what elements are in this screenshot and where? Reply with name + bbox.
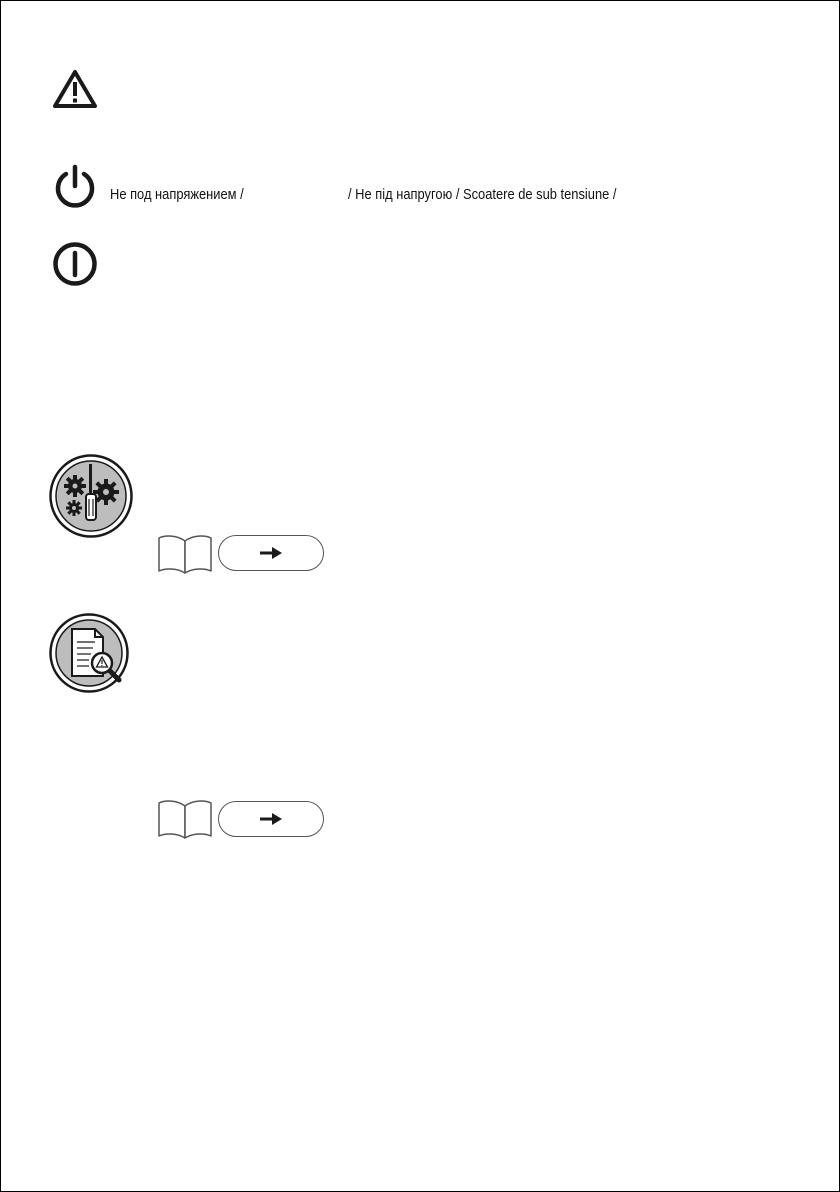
manual-reference-pill: [218, 801, 324, 837]
power-off-text-uk-ro: / Не під напругою / Scoatere de sub tensiune /: [348, 186, 617, 203]
open-book-icon: [157, 533, 213, 575]
power-off-text-ru: Не под напряжением /: [110, 186, 244, 203]
warning-triangle-icon: [52, 69, 98, 109]
power-on-icon: [52, 241, 98, 287]
document-inspection-icon: [45, 612, 133, 694]
arrow-right-icon: [260, 547, 282, 559]
open-book-icon: [157, 798, 213, 840]
tools-gear-screwdriver-icon: [47, 452, 135, 540]
manual-reference-pill: [218, 535, 324, 571]
arrow-right-icon: [260, 813, 282, 825]
power-standby-icon: [52, 164, 98, 210]
